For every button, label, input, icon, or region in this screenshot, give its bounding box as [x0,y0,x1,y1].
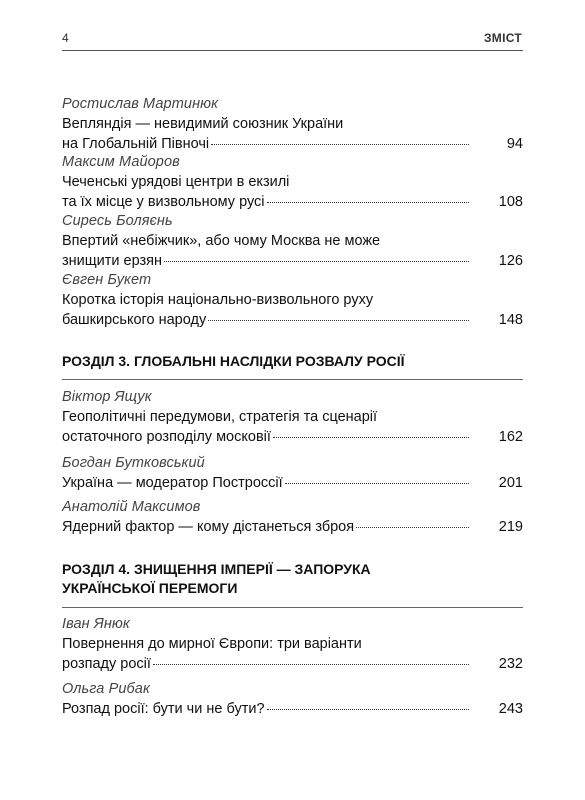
toc-entry[interactable] [62,387,523,447]
entry-author: Віктор Ящук [62,389,152,405]
dot-leader [356,527,469,528]
entry-author: Сиресь Боляєнь [62,213,173,229]
entry-title-last-line [62,310,523,330]
section-rule [62,607,523,608]
entry-title-text: Ядерний фактор — кому дістанеться зброя [62,519,355,535]
dot-leader [273,437,469,438]
toc-entry[interactable] [62,152,523,212]
section-heading [62,560,523,598]
entry-title-last-line [62,699,523,719]
toc-entry[interactable] [62,211,523,271]
entry-page-number: 162 [498,429,523,445]
entry-author: Іван Янюк [62,616,130,632]
running-header-title: ЗМІСТ [483,31,522,45]
toc-entry[interactable] [62,679,523,719]
section-rule [62,379,523,380]
entry-title-last-line [62,473,523,493]
entry-title-text: башкирського народу [62,312,207,328]
entry-title-text: Розпад росії: бути чи не бути? [62,701,265,717]
entry-title-last-line [62,251,523,271]
entry-title-line: Впертий «небіжчик», або чому Москва не може [62,233,381,249]
entry-title-text: Україна — модератор Построссії [62,475,283,491]
toc-entry[interactable] [62,453,523,493]
entry-author: Богдан Бутковський [62,455,205,471]
section-heading-line: УКРАЇНСЬКОЇ ПЕРЕМОГИ [62,580,238,596]
entry-title-last-line [62,654,523,674]
entry-author: Ростислав Мартинюк [62,96,219,112]
entry-page-number: 94 [506,136,523,152]
entry-page-number: 243 [498,701,523,717]
entry-title-text: та їх місце у визвольному русі [62,194,265,210]
entry-title-last-line [62,134,523,154]
entry-page-number: 201 [498,475,523,491]
entry-title-line: Коротка історія національно-визвольного руху [62,292,374,308]
entry-author: Максим Майоров [62,154,180,170]
section-heading: РОЗДІЛ 3. ГЛОБАЛЬНІ НАСЛІДКИ РОЗВАЛУ РОСІЇ [62,353,405,369]
dot-leader [285,483,469,484]
entry-title-line: Геополітичні передумови, стратегія та сценарії [62,409,378,425]
entry-page-number: 126 [498,253,523,269]
dot-leader [267,202,469,203]
dot-leader [153,664,469,665]
entry-title-text: розпаду росії [62,656,151,672]
entry-title-text: остаточного розподілу московії [62,429,271,445]
toc-entry[interactable] [62,270,523,330]
toc-entry[interactable] [62,614,523,674]
dot-leader [208,320,469,321]
entry-title-line: Чеченські урядові центри в екзилі [62,174,290,190]
section-heading-line: РОЗДІЛ 4. ЗНИЩЕННЯ ІМПЕРІЇ — ЗАПОРУКА [62,561,371,577]
header-rule [62,50,523,51]
toc-entry[interactable] [62,94,523,154]
entry-page-number: 219 [498,519,523,535]
entry-author: Ольга Рибак [62,681,150,697]
page-number: 4 [62,31,69,45]
entry-page-number: 232 [498,656,523,672]
entry-author: Євген Букет [62,272,152,288]
dot-leader [164,261,469,262]
entry-page-number: 108 [498,194,523,210]
toc-entry[interactable] [62,497,523,537]
entry-title-last-line [62,192,523,212]
entry-title-text: знищити ерзян [62,253,163,269]
entry-title-last-line [62,427,523,447]
dot-leader [267,709,469,710]
entry-title-line: Повернення до мирної Європи: три варіанти [62,636,362,652]
entry-title-last-line [62,517,523,537]
entry-title-line: Вепляндія — невидимий союзник України [62,116,344,132]
entry-title-text: на Глобальній Півночі [62,136,210,152]
dot-leader [211,144,469,145]
entry-author: Анатолій Максимов [62,499,201,515]
entry-page-number: 148 [498,312,523,328]
